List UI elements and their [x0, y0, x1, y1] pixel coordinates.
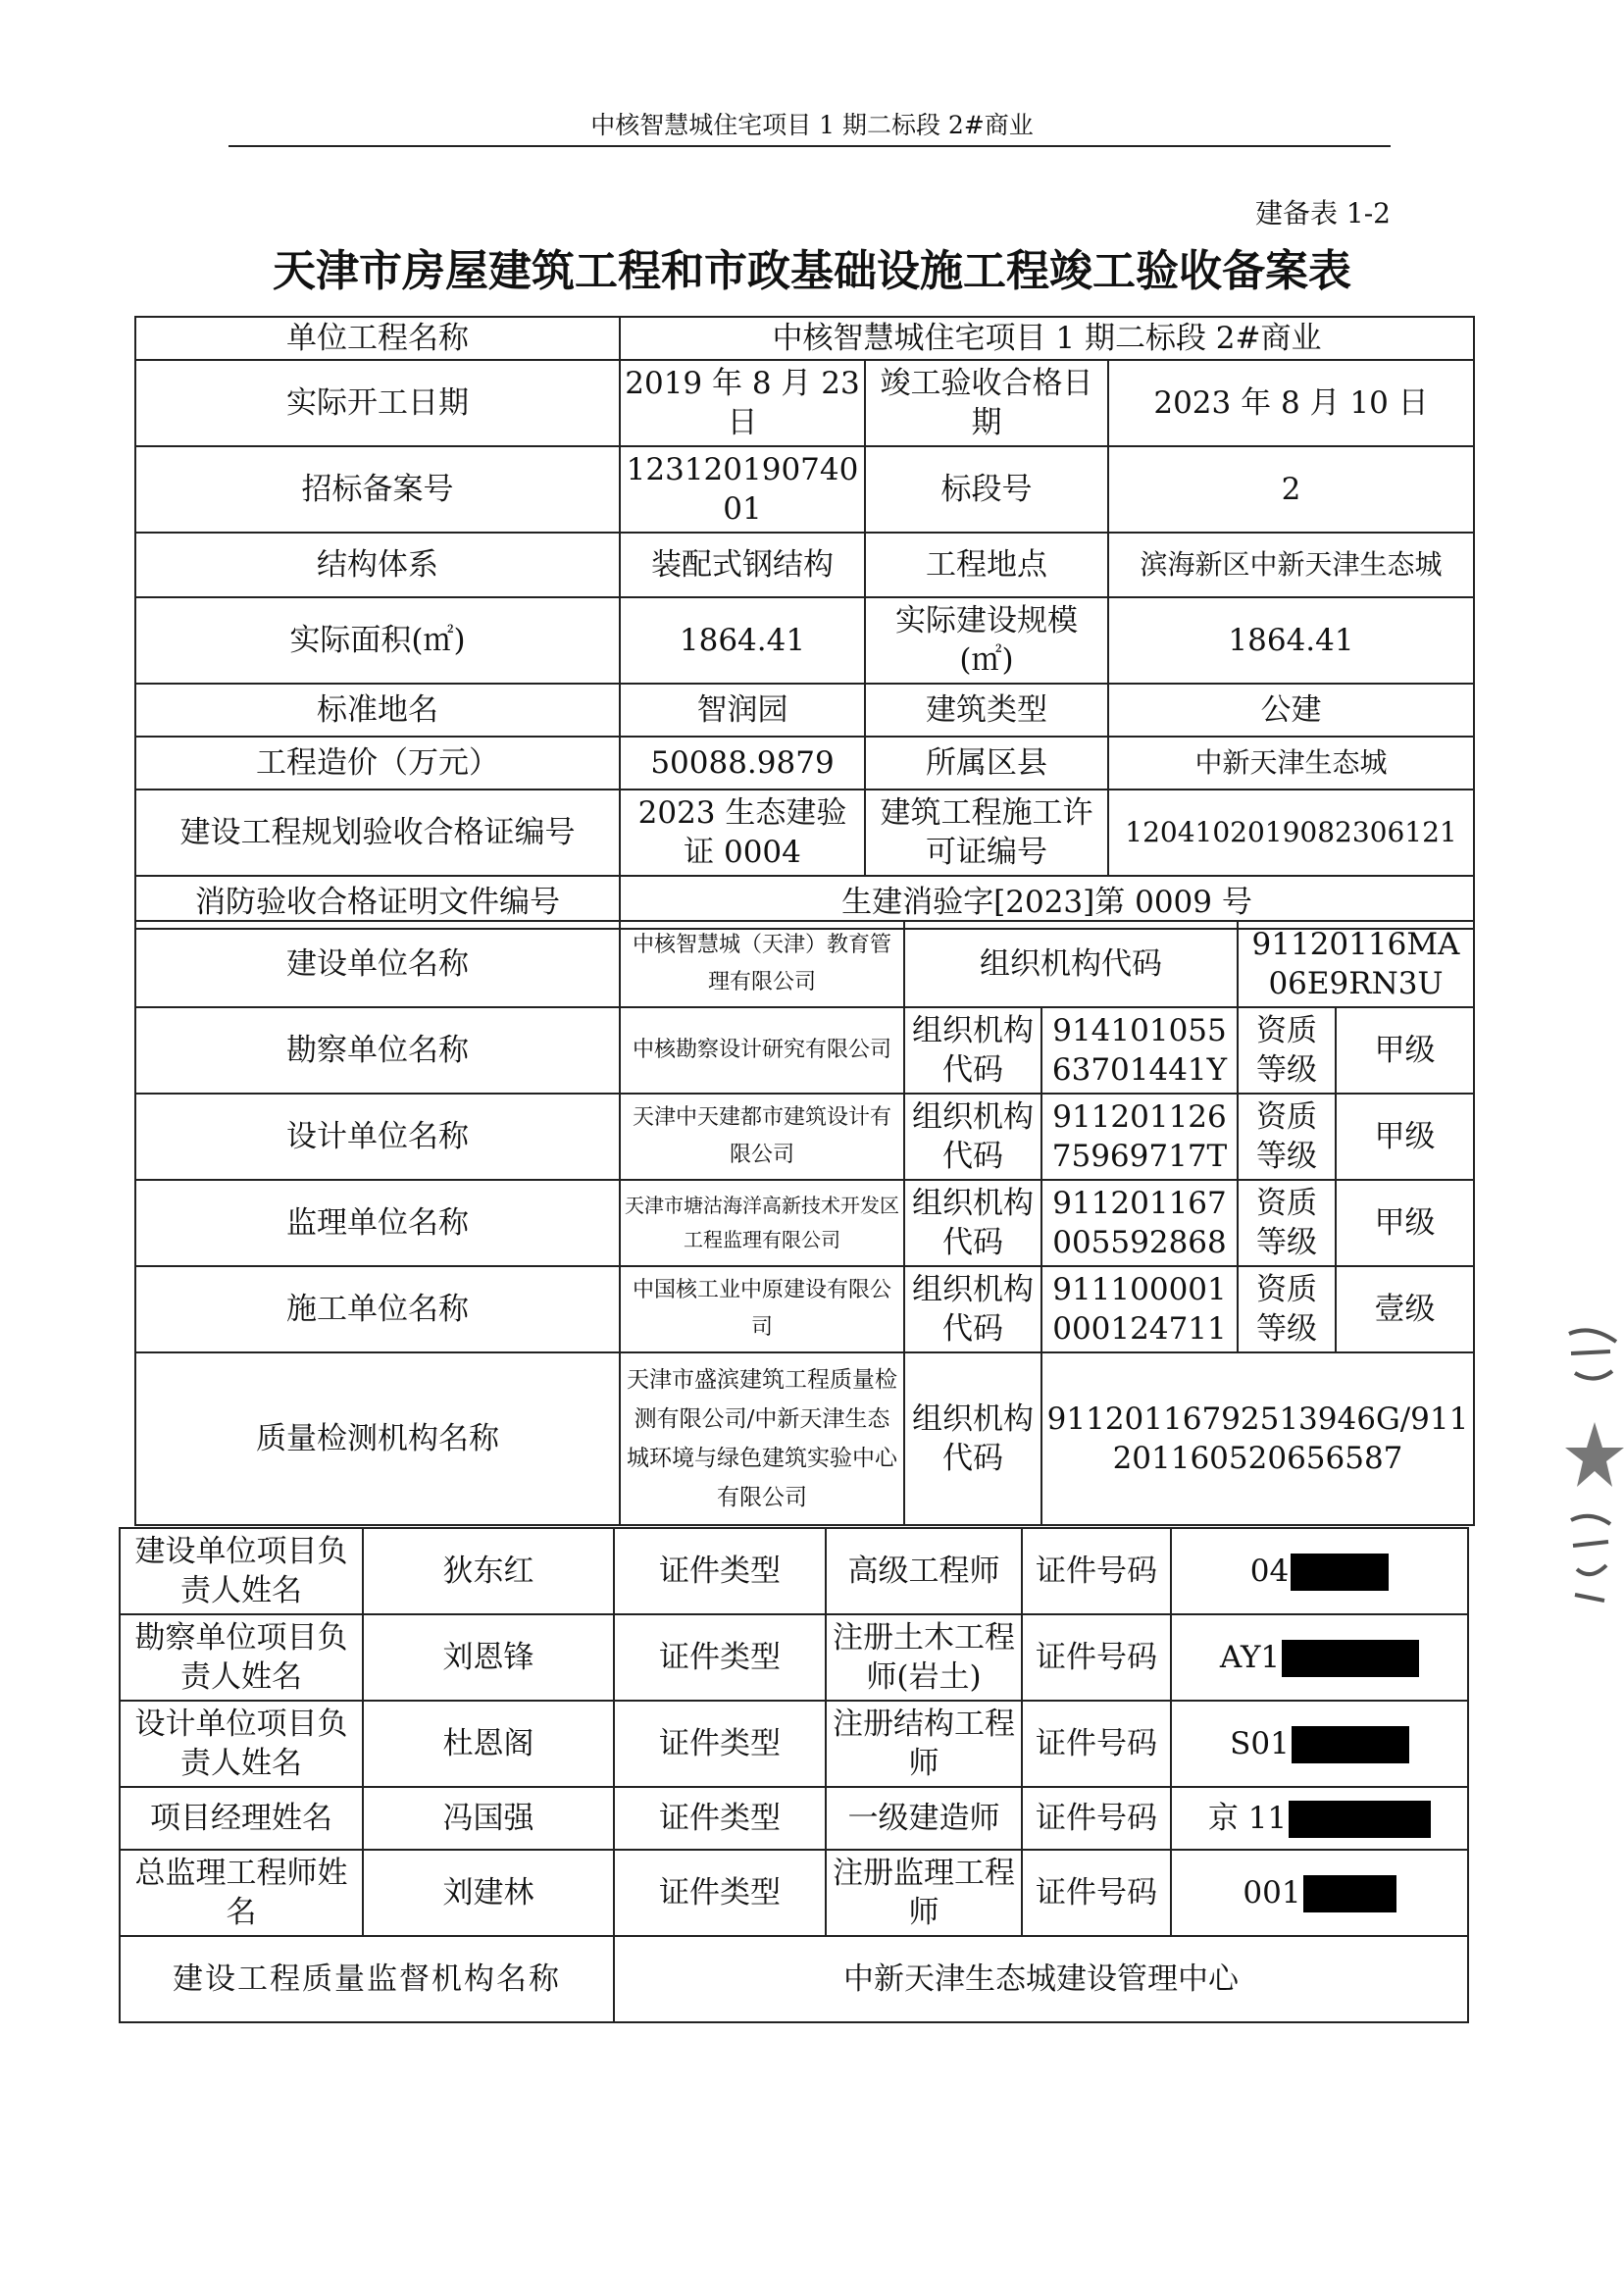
cert-no-label: 证件号码 — [1022, 1850, 1171, 1936]
fire-cert-label: 消防验收合格证明文件编号 — [135, 876, 620, 929]
accept-date-label: 竣工验收合格日期 — [865, 360, 1108, 446]
design-code: 91120112675969717T — [1041, 1094, 1238, 1180]
construction-grade: 壹级 — [1336, 1266, 1474, 1352]
survey-name: 中核勘察设计研究有限公司 — [620, 1007, 904, 1094]
redaction-bar — [1291, 1554, 1389, 1591]
testing-code-label: 组织机构代码 — [904, 1352, 1041, 1525]
project-manager-name: 冯国强 — [363, 1787, 614, 1850]
page-header: 中核智慧城住宅项目 1 期二标段 2#商业 — [590, 111, 1034, 139]
owner-code-label: 组织机构代码 — [904, 921, 1238, 1007]
redaction-bar — [1292, 1726, 1409, 1763]
project-manager-cert-no: 京 11 — [1171, 1787, 1468, 1850]
section-no-value: 2 — [1108, 446, 1474, 533]
document-title: 天津市房屋建筑工程和市政基础设施工程竣工验收备案表 — [273, 246, 1351, 296]
design-leader-label: 设计单位项目负责人姓名 — [120, 1701, 363, 1787]
survey-grade-label: 资质等级 — [1238, 1007, 1336, 1094]
survey-code-label: 组织机构代码 — [904, 1007, 1041, 1094]
area-value: 1864.41 — [620, 597, 865, 684]
place-name-value: 智润园 — [620, 684, 865, 737]
chief-supervisor-name: 刘建林 — [363, 1850, 614, 1936]
record-table-people — [119, 1527, 1469, 2023]
owner-leader-cert-type: 高级工程师 — [826, 1528, 1022, 1614]
accept-date-value: 2023 年 8 月 10 日 — [1108, 360, 1474, 446]
owner-code: 91120116MA06E9RN3U — [1238, 921, 1474, 1007]
cert-type-label: 证件类型 — [614, 1701, 826, 1787]
plan-cert-label: 建设工程规划验收合格证编号 — [135, 790, 620, 876]
design-leader-name: 杜恩阁 — [363, 1701, 614, 1787]
plan-cert-value: 2023 生态建验证 0004 — [620, 790, 865, 876]
design-grade: 甲级 — [1336, 1094, 1474, 1180]
cost-value: 50088.9879 — [620, 737, 865, 790]
cert-type-label: 证件类型 — [614, 1614, 826, 1701]
location-value: 滨海新区中新天津生态城 — [1108, 533, 1474, 597]
supervision-grade-label: 资质等级 — [1238, 1180, 1336, 1266]
design-name: 天津中天建都市建筑设计有限公司 — [620, 1094, 904, 1180]
testing-name: 天津市盛滨建筑工程质量检测有限公司/中新天津生态城环境与绿色建筑实验中心有限公司 — [620, 1352, 904, 1525]
location-label: 工程地点 — [865, 533, 1108, 597]
building-type-value: 公建 — [1108, 684, 1474, 737]
cert-no-label: 证件号码 — [1022, 1787, 1171, 1850]
construction-name: 中国核工业中原建设有限公司 — [620, 1266, 904, 1352]
district-value: 中新天津生态城 — [1108, 737, 1474, 790]
owner-leader-name: 狄东红 — [363, 1528, 614, 1614]
survey-leader-label: 勘察单位项目负责人姓名 — [120, 1614, 363, 1701]
supervision-code-label: 组织机构代码 — [904, 1180, 1041, 1266]
permit-value: 120410201908230612​1 — [1108, 790, 1474, 876]
construction-label: 施工单位名称 — [135, 1266, 620, 1352]
permit-label: 建筑工程施工许可证编号 — [865, 790, 1108, 876]
chief-supervisor-label: 总监理工程师姓名 — [120, 1850, 363, 1936]
cert-type-label: 证件类型 — [614, 1850, 826, 1936]
supervision-code: 911201167005592868 — [1041, 1180, 1238, 1266]
structure-label: 结构体系 — [135, 533, 620, 597]
chief-supervisor-cert-no: 001 — [1171, 1850, 1468, 1936]
area-label: 实际面积(㎡) — [135, 597, 620, 684]
project-name-label: 单位工程名称 — [135, 317, 620, 360]
design-leader-cert-type: 注册结构工程师 — [826, 1701, 1022, 1787]
supervision-agency-label: 建设工程质量监督机构名称 — [120, 1936, 614, 2022]
design-leader-cert-no: S01 — [1171, 1701, 1468, 1787]
start-date-value: 2019 年 8 月 23 日 — [620, 360, 865, 446]
scale-label: 实际建设规模(㎡) — [865, 597, 1108, 684]
scale-value: 1864.41 — [1108, 597, 1474, 684]
construction-code: 911100001000124711 — [1041, 1266, 1238, 1352]
testing-label: 质量检测机构名称 — [135, 1352, 620, 1525]
owner-label: 建设单位名称 — [135, 921, 620, 1007]
cert-type-label: 证件类型 — [614, 1528, 826, 1614]
bid-no-value: 12312019074001 — [620, 446, 865, 533]
project-name-value: 中核智慧城住宅项目 1 期二标段 2#商业 — [620, 317, 1474, 360]
project-manager-label: 项目经理姓名 — [120, 1787, 363, 1850]
redaction-bar — [1303, 1875, 1396, 1912]
building-type-label: 建筑类型 — [865, 684, 1108, 737]
design-label: 设计单位名称 — [135, 1094, 620, 1180]
section-no-label: 标段号 — [865, 446, 1108, 533]
seal-stamp-fragment — [1561, 1314, 1624, 1628]
structure-value: 装配式钢结构 — [620, 533, 865, 597]
bid-no-label: 招标备案号 — [135, 446, 620, 533]
construction-code-label: 组织机构代码 — [904, 1266, 1041, 1352]
form-number: 建备表 1-2 — [1255, 197, 1391, 229]
cert-no-label: 证件号码 — [1022, 1701, 1171, 1787]
supervision-name: 天津市塘沽海洋高新技术开发区工程监理有限公司 — [620, 1180, 904, 1266]
record-table-main — [134, 316, 1475, 930]
cert-no-label: 证件号码 — [1022, 1528, 1171, 1614]
supervision-label: 监理单位名称 — [135, 1180, 620, 1266]
cost-label: 工程造价（万元） — [135, 737, 620, 790]
district-label: 所属区县 — [865, 737, 1108, 790]
owner-leader-label: 建设单位项目负责人姓名 — [120, 1528, 363, 1614]
start-date-label: 实际开工日期 — [135, 360, 620, 446]
survey-leader-name: 刘恩锋 — [363, 1614, 614, 1701]
survey-code: 91410105563701441Y — [1041, 1007, 1238, 1094]
record-table-units — [134, 920, 1475, 1526]
survey-leader-cert-type: 注册土木工程师(岩土) — [826, 1614, 1022, 1701]
supervision-grade: 甲级 — [1336, 1180, 1474, 1266]
redaction-bar — [1289, 1801, 1431, 1838]
chief-supervisor-cert-type: 注册监理工程师 — [826, 1850, 1022, 1936]
construction-grade-label: 资质等级 — [1238, 1266, 1336, 1352]
cert-no-label: 证件号码 — [1022, 1614, 1171, 1701]
supervision-agency-value: 中新天津生态城建设管理中心 — [614, 1936, 1468, 2022]
project-manager-cert-type: 一级建造师 — [826, 1787, 1022, 1850]
place-name-label: 标准地名 — [135, 684, 620, 737]
owner-leader-cert-no: 04 — [1171, 1528, 1468, 1614]
fire-cert-value: 生建消验字[2023]第 0009 号 — [620, 876, 1474, 929]
design-code-label: 组织机构代码 — [904, 1094, 1041, 1180]
survey-grade: 甲级 — [1336, 1007, 1474, 1094]
redaction-bar — [1282, 1640, 1419, 1677]
owner-name: 中核智慧城（天津）教育管理有限公司 — [620, 921, 904, 1007]
header-rule — [228, 145, 1391, 147]
design-grade-label: 资质等级 — [1238, 1094, 1336, 1180]
survey-label: 勘察单位名称 — [135, 1007, 620, 1094]
testing-code: 91120116792513946G/911201160520656587 — [1041, 1352, 1474, 1525]
cert-type-label: 证件类型 — [614, 1787, 826, 1850]
survey-leader-cert-no: AY1 — [1171, 1614, 1468, 1701]
